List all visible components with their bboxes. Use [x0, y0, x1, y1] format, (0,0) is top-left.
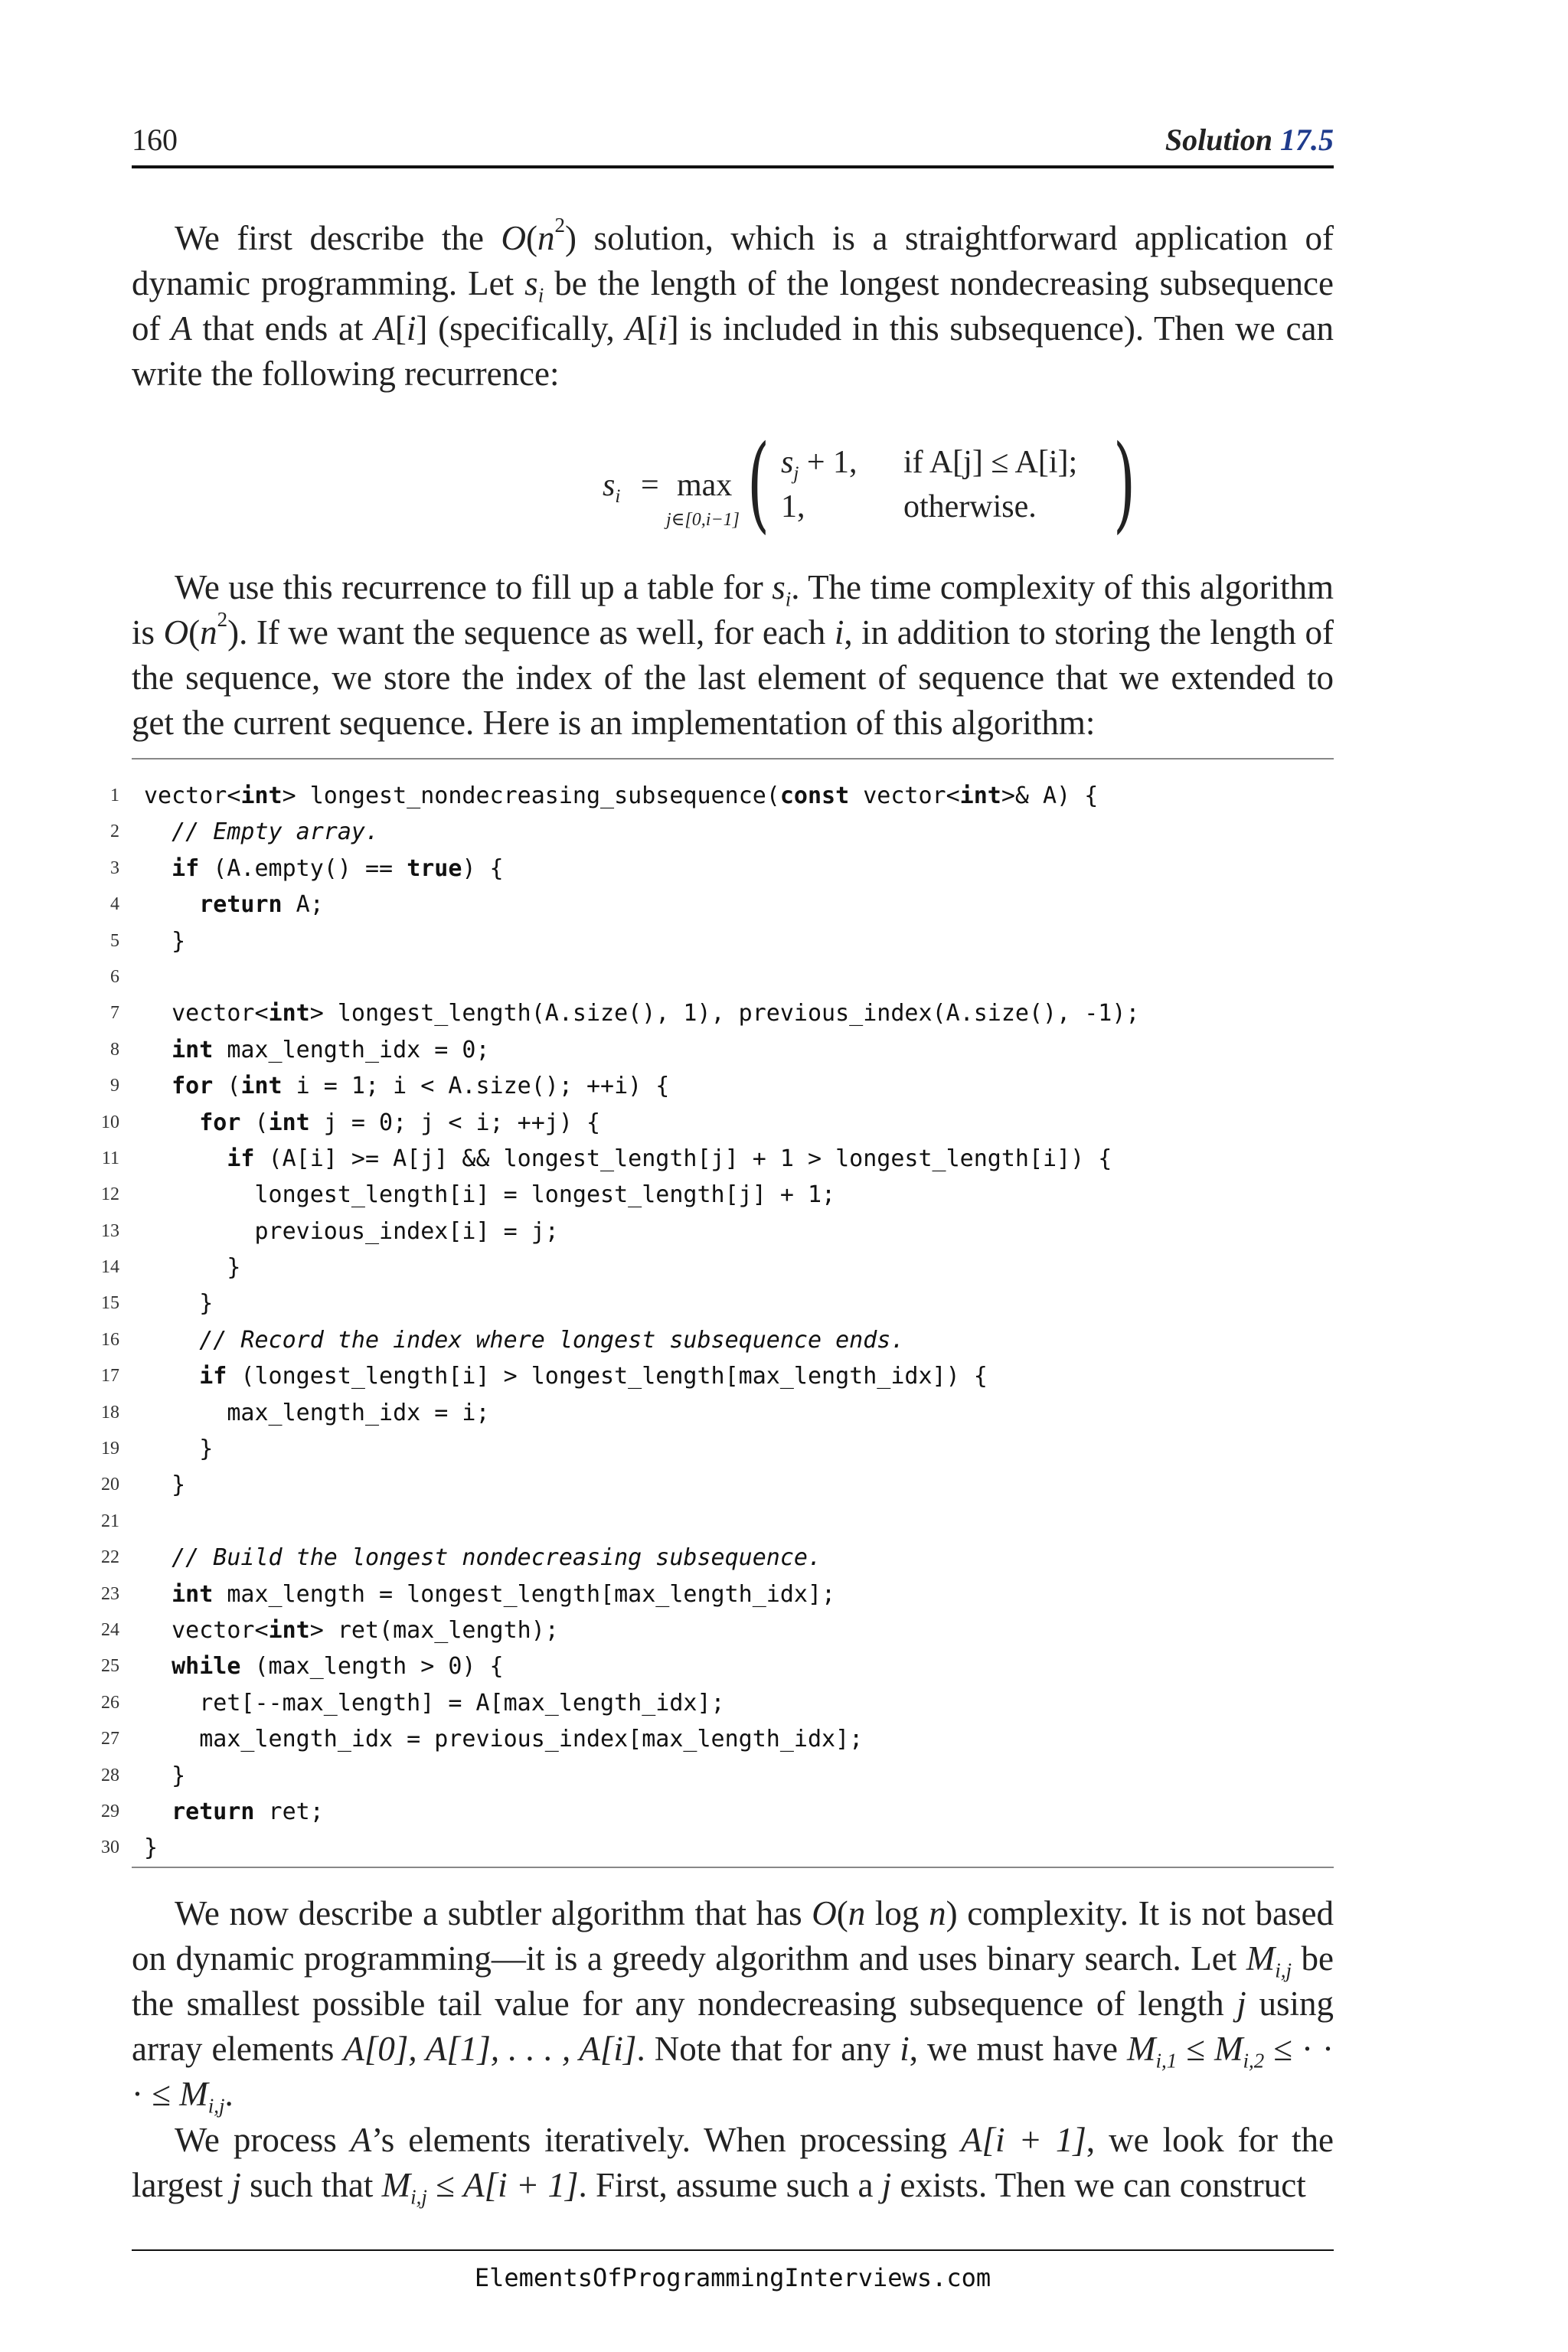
code-token: longest_length[i] = longest_length[j] + 1;	[144, 1181, 836, 1209]
code-token: max_length = longest_length[max_length_idx];	[213, 1580, 836, 1608]
code-text	[144, 1322, 904, 1358]
math-text: j	[1236, 1984, 1246, 2023]
line-number: 17	[101, 1366, 119, 1387]
math-text: n	[848, 1894, 866, 1932]
code-keyword: for	[199, 1109, 241, 1136]
line-number: 26	[101, 1692, 119, 1713]
code-text	[144, 1648, 504, 1684]
math-subscript: i	[537, 283, 544, 307]
code-token: > ret(max_length);	[309, 1616, 559, 1644]
code-token	[144, 1653, 172, 1680]
text-run: be the smallest possible tail value for any nondecreasing subsequence of length	[132, 1939, 1334, 2023]
math-text: (	[188, 613, 201, 652]
code-token: max_length_idx = previous_index[max_length_idx];	[144, 1726, 864, 1753]
code-token: (longest_length[i] > longest_length[max_length_idx]) {	[227, 1363, 988, 1390]
code-text	[144, 1032, 490, 1068]
code-text	[144, 1685, 725, 1721]
text-run: , we look for the largest	[132, 2121, 1334, 2204]
code-line	[110, 887, 1334, 923]
math-text: s	[603, 468, 616, 503]
code-text	[144, 1431, 213, 1467]
math-text: j	[231, 2166, 241, 2204]
code-token	[144, 1544, 172, 1571]
math-text: s	[772, 568, 786, 606]
code-line	[101, 1395, 1334, 1431]
math-subscript: i	[785, 587, 792, 611]
equation-lhs	[603, 467, 621, 507]
line-number: 2	[110, 822, 119, 842]
code-line	[110, 959, 1334, 995]
math-text: A[i + 1]	[463, 2166, 579, 2204]
math-text: s	[781, 445, 794, 480]
code-keyword: if	[199, 1363, 227, 1390]
line-number: 21	[101, 1511, 119, 1531]
text-run: ) complexity. It is not based on dynamic programming—it is a greedy algorithm and uses binary search. Let	[132, 1894, 1334, 1978]
math-text: A[i + 1]	[961, 2121, 1086, 2159]
math-text: i	[658, 309, 668, 348]
math-text: s	[524, 264, 538, 302]
code-token: }	[144, 1254, 241, 1282]
text-run: ) solution, which is a straightforward application of dynamic programming. Let	[132, 219, 1334, 302]
code-token: (	[240, 1109, 269, 1136]
code-line	[101, 1794, 1334, 1830]
code-line	[101, 1612, 1334, 1648]
code-line	[110, 778, 1334, 814]
text-run: such that	[240, 2166, 382, 2204]
code-keyword: int	[959, 782, 1001, 809]
code-text	[144, 1250, 240, 1285]
line-number: 8	[110, 1039, 119, 1060]
code-comment: // Empty array.	[172, 818, 380, 846]
text-run: be the length of the longest nondecreasing subsequence of	[132, 264, 1334, 348]
line-number: 16	[101, 1329, 119, 1350]
code-line	[101, 1504, 1334, 1540]
code-line	[101, 1431, 1334, 1467]
code-token: }	[144, 1290, 214, 1318]
code-line	[101, 1758, 1334, 1794]
code-keyword: int	[240, 782, 283, 809]
math-text: M	[179, 2075, 208, 2113]
code-line	[101, 1141, 1334, 1177]
math-subscript: i	[615, 485, 621, 507]
math-text: n	[537, 219, 555, 257]
line-number: 22	[101, 1547, 119, 1568]
code-text	[144, 887, 324, 923]
code-token	[144, 1073, 172, 1099]
math-subscript: i,1	[1155, 2049, 1178, 2073]
text-run: , we must have	[909, 2030, 1127, 2068]
line-number: 15	[101, 1293, 119, 1314]
code-token	[144, 1327, 199, 1354]
code-keyword: return	[199, 891, 283, 919]
code-token: }	[144, 1834, 158, 1862]
code-text	[144, 1576, 835, 1612]
code-text	[144, 1177, 835, 1213]
math-text: A[0], A[1], . . . , A[i]	[343, 2030, 637, 2068]
math-subscript: i,2	[1243, 2049, 1265, 2073]
code-text	[144, 1068, 669, 1104]
code-token: max_length_idx = 0;	[213, 1036, 490, 1063]
code-token: }	[144, 1762, 186, 1789]
case-2-condition: otherwise.	[903, 489, 1037, 524]
code-keyword: int	[240, 1073, 283, 1100]
code-token: ) {	[462, 854, 504, 882]
code-token: >& A) {	[1001, 782, 1099, 809]
math-text: A	[625, 309, 647, 348]
math-text: ≤ · · · ≤	[132, 2030, 1334, 2113]
code-text	[144, 1612, 559, 1648]
line-number: 1	[110, 786, 119, 805]
line-number: 24	[101, 1619, 119, 1640]
math-text: i	[406, 309, 416, 348]
code-token: (	[213, 1073, 241, 1100]
math-text: M	[381, 2166, 411, 2204]
code-comment: // Build the longest nondecreasing subsequence.	[172, 1544, 822, 1572]
code-line	[110, 851, 1334, 887]
line-number: 30	[101, 1838, 119, 1858]
code-line	[101, 1250, 1334, 1285]
math-text: [	[646, 309, 658, 348]
max-range-subscript: j∈[0,i−1]	[666, 510, 740, 530]
code-token: max_length_idx = i;	[144, 1399, 490, 1426]
code-token: }	[144, 1436, 214, 1463]
code-token: > longest_nondecreasing_subsequence(	[282, 782, 780, 809]
code-token	[144, 891, 199, 918]
math-text: n	[200, 613, 217, 652]
line-number: 13	[101, 1220, 119, 1241]
code-token: vector<	[144, 1616, 269, 1644]
code-text	[144, 1794, 324, 1830]
math-subscript: i,j	[207, 2094, 225, 2118]
code-line	[110, 995, 1334, 1031]
code-token: vector<	[144, 1000, 269, 1027]
math-text: O	[163, 613, 189, 652]
math-superscript: 2	[554, 214, 565, 237]
text-run: ’s elements iteratively. When processing	[371, 2121, 962, 2159]
code-keyword: int	[268, 1000, 310, 1027]
code-token: ret[--max_length] = A[max_length_idx];	[144, 1689, 725, 1717]
code-keyword: int	[268, 1616, 310, 1644]
line-number: 18	[101, 1402, 119, 1423]
text-run: , in addition to storing the length of the sequence, we store the index of the last element of sequence that we extended to get the current sequence. Here is an implementation of this algorithm:	[132, 613, 1334, 742]
code-token	[144, 855, 172, 882]
code-text	[144, 1214, 559, 1250]
code-token	[144, 1798, 172, 1825]
code-keyword: while	[172, 1653, 241, 1681]
line-number: 3	[110, 858, 119, 878]
code-comment: // Record the index where longest subsequence ends.	[199, 1326, 905, 1354]
text-run: . First, assume such a	[578, 2166, 882, 2204]
code-token: (A[i] >= A[j] && longest_length[j] + 1 > longest_length[i]) {	[254, 1145, 1112, 1172]
code-text	[144, 814, 379, 850]
math-text: log	[865, 1894, 929, 1932]
math-subscript: i,j	[410, 2185, 427, 2209]
math-text: (	[836, 1894, 848, 1932]
page-number: 160	[132, 122, 178, 157]
text-run: We first describe the	[175, 219, 501, 257]
math-text: ≤	[1177, 2030, 1215, 2068]
line-number: 10	[101, 1112, 119, 1132]
math-text: O	[501, 219, 526, 257]
page-header	[132, 121, 1334, 168]
code-text	[144, 995, 1139, 1031]
recurrence-equation	[469, 423, 1158, 544]
code-line	[101, 1540, 1334, 1576]
paragraph-process-elements	[132, 2118, 1334, 2208]
solution-number-link[interactable]: 17.5	[1280, 122, 1334, 157]
math-text: A	[171, 309, 192, 348]
running-head-prefix: Solution	[1165, 122, 1272, 157]
code-keyword: int	[172, 1580, 214, 1608]
line-number: 20	[101, 1475, 119, 1495]
paragraph-greedy-intro	[132, 1891, 1334, 2117]
line-number: 28	[101, 1765, 119, 1785]
code-text	[144, 923, 185, 959]
code-token: vector<	[849, 782, 960, 809]
line-number: 6	[110, 966, 119, 987]
case-1-value	[781, 444, 858, 484]
line-number: 11	[101, 1148, 119, 1168]
right-parenthesis-icon: )	[1112, 423, 1136, 544]
code-keyword: if	[227, 1145, 255, 1172]
text-run: ] (specifically,	[416, 309, 626, 348]
code-line	[101, 1285, 1334, 1321]
case-1-condition: if A[j] ≤ A[i];	[903, 445, 1078, 480]
code-token: i = 1; i < A.size(); ++i) {	[282, 1073, 670, 1100]
code-token	[144, 1363, 199, 1390]
math-text: [	[394, 309, 407, 348]
equals-sign: =	[641, 468, 659, 503]
footer-website-link[interactable]: ElementsOfProgrammingInterviews.com	[474, 2263, 991, 2292]
code-line	[110, 814, 1334, 850]
line-number: 25	[101, 1656, 119, 1677]
code-token: vector<	[144, 782, 241, 809]
code-line	[101, 1648, 1334, 1684]
line-number: 19	[101, 1439, 119, 1459]
code-text	[144, 1285, 213, 1321]
paragraph-quadratic-intro	[132, 216, 1334, 397]
line-number: 29	[101, 1801, 119, 1821]
code-token: > longest_length(A.size(), 1), previous_index(A.size(), -1);	[309, 1000, 1140, 1027]
text-run: We process	[175, 2121, 351, 2159]
math-text: M	[1246, 1939, 1276, 1978]
code-text	[144, 1758, 185, 1794]
math-text: n	[929, 1894, 946, 1932]
code-line	[101, 1467, 1334, 1503]
code-token	[144, 1581, 172, 1608]
code-line	[101, 1322, 1334, 1358]
code-token	[144, 1145, 227, 1172]
code-line	[110, 1032, 1334, 1068]
running-head	[1165, 122, 1334, 158]
code-line	[101, 1177, 1334, 1213]
math-text: i	[900, 2030, 910, 2068]
code-line	[101, 1105, 1334, 1141]
code-text	[144, 851, 504, 887]
text-run: using array elements	[132, 1984, 1334, 2068]
math-subscript: i,j	[1275, 1958, 1292, 1982]
code-line	[110, 1068, 1334, 1104]
code-token: previous_index[i] = j;	[144, 1217, 559, 1245]
line-number: 4	[110, 894, 119, 915]
case-2-value: 1,	[781, 489, 805, 524]
page-footer	[132, 2249, 1334, 2292]
code-keyword: true	[407, 854, 462, 882]
code-line	[101, 1685, 1334, 1721]
code-keyword: return	[172, 1798, 255, 1825]
code-token: }	[144, 1472, 186, 1499]
code-text	[144, 1141, 1112, 1177]
code-listing	[101, 758, 1334, 1868]
line-number: 27	[101, 1729, 119, 1749]
code-text	[144, 1721, 863, 1757]
line-number: 23	[101, 1583, 119, 1604]
code-keyword: int	[172, 1036, 214, 1063]
line-number: 12	[101, 1184, 119, 1205]
code-token: A;	[282, 891, 324, 919]
code-keyword: if	[172, 854, 200, 882]
code-token: ret;	[254, 1798, 324, 1825]
code-text	[144, 1105, 600, 1141]
code-keyword: const	[779, 782, 850, 809]
code-line	[110, 923, 1334, 959]
math-text: ≤	[426, 2166, 464, 2204]
left-parenthesis-icon: (	[746, 423, 770, 544]
code-text	[144, 778, 1098, 814]
code-line	[101, 1358, 1334, 1394]
code-token	[144, 1109, 199, 1136]
math-text: A	[374, 309, 395, 348]
line-number: 14	[101, 1257, 119, 1278]
code-text	[144, 1358, 988, 1394]
text-run: ). If we want the sequence as well, for each	[227, 613, 835, 652]
math-text: (	[526, 219, 537, 257]
code-line	[101, 1721, 1334, 1757]
code-text	[144, 1540, 822, 1576]
text-run: exists. Then we can construct	[891, 2166, 1306, 2204]
book-page	[101, 0, 1334, 2352]
math-subscript: j	[793, 462, 799, 484]
text-run: We use this recurrence to fill up a table for	[175, 568, 773, 606]
code-token: }	[144, 927, 186, 955]
code-line	[101, 1576, 1334, 1612]
code-token	[144, 818, 172, 845]
code-line	[101, 1830, 1334, 1866]
code-token: j = 0; j < i; ++j) {	[309, 1109, 601, 1136]
code-keyword: for	[172, 1073, 214, 1100]
code-token: (A.empty() ==	[199, 854, 407, 882]
math-text: M	[1127, 2030, 1156, 2068]
code-line	[101, 1214, 1334, 1250]
math-text: + 1,	[799, 445, 858, 480]
line-number: 9	[110, 1076, 119, 1096]
math-text: j	[881, 2166, 892, 2204]
math-text: i	[834, 613, 844, 652]
code-text	[144, 1830, 158, 1866]
text-run: We now describe a subtler algorithm that has	[175, 1894, 812, 1932]
paragraph-table-fill	[132, 565, 1334, 746]
text-run: . The time complexity of this algorithm is	[132, 568, 1334, 652]
text-run: . Note that for any	[636, 2030, 900, 2068]
math-superscript: 2	[217, 608, 228, 632]
math-text: O	[812, 1894, 837, 1932]
max-operator: max	[677, 468, 733, 503]
code-text	[144, 1395, 490, 1431]
code-keyword: int	[268, 1109, 310, 1136]
text-run: that ends at	[191, 309, 374, 348]
line-number: 7	[110, 1003, 119, 1024]
code-token	[144, 1037, 172, 1063]
line-number: 5	[110, 930, 119, 951]
text-run: .	[224, 2075, 234, 2113]
code-token: (max_length > 0) {	[240, 1653, 504, 1681]
code-text	[144, 1467, 185, 1503]
math-text: A	[350, 2121, 372, 2159]
math-text: M	[1214, 2030, 1243, 2068]
text-run: ] is included in this subsequence). Then we can write the following recurrence:	[132, 309, 1334, 393]
